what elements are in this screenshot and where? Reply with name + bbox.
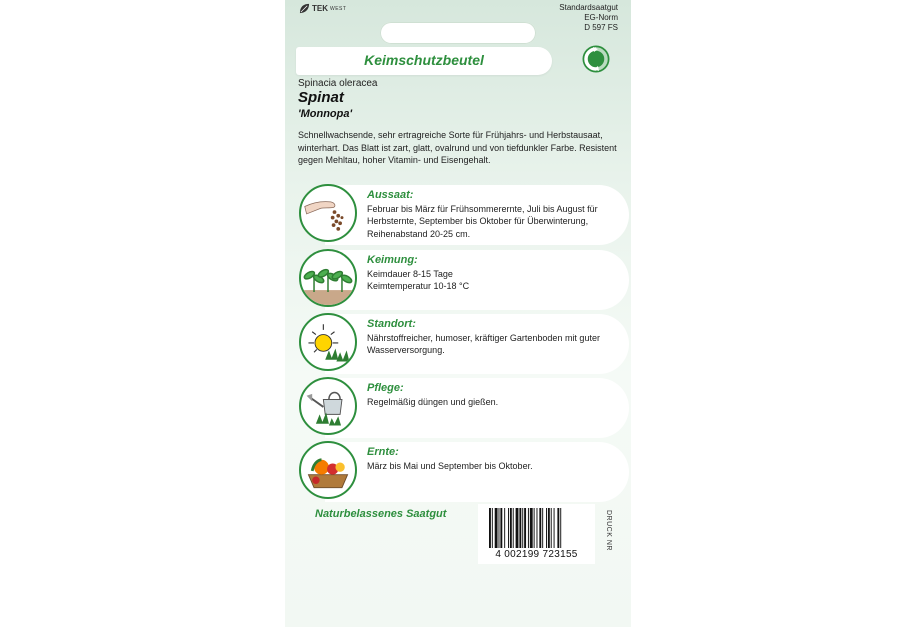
packet-window (380, 22, 536, 44)
section-title: Pflege: (367, 382, 404, 394)
section-standort (299, 313, 621, 375)
product-name: Spinat (298, 89, 344, 106)
standard-line: EG-Norm (584, 13, 618, 22)
section-aussaat (299, 184, 621, 246)
banner-text: Keimschutzbeutel (364, 52, 484, 68)
section-title: Aussaat: (367, 189, 414, 201)
section-title: Keimung: (367, 254, 418, 266)
latin-name: Spinacia oleracea (298, 78, 378, 89)
sun-plants-icon (299, 313, 357, 371)
standard-line: Standardsaatgut (559, 3, 618, 12)
section-title: Standort: (367, 318, 416, 330)
seed-packet-back (285, 0, 631, 627)
footer-slogan: Naturbelassenes Saatgut (315, 508, 447, 520)
harvest-basket-icon (299, 441, 357, 499)
variety-name: 'Monnopa' (298, 108, 353, 120)
watering-can-icon (299, 377, 357, 435)
section-text: Februar bis März für Frühsommerernte, Juli bis August für Herbsternte, September bis Oktober für Überwinterung, Reihenabstand 20-25 cm. (367, 204, 598, 239)
barcode-icon (488, 508, 588, 548)
product-description: Schnellwachsende, sehr ertragreiche Sorte für Frühjahrs- und Herbstausaat, winterhart. Das Blatt ist zart, glatt, ovalrund und von tiefdunkler Farbe. Resistent gegen Mehltau, hoher Vitamin- und Eisengehalt. (298, 130, 617, 166)
banner (296, 47, 552, 75)
section-ernte (299, 441, 621, 503)
leaf-logo-icon (299, 3, 310, 14)
standard-info (559, 3, 618, 33)
section-text: Regelmäßig düngen und gießen. (367, 397, 499, 407)
section-title: Ernte: (367, 446, 399, 458)
brand-suffix: WEST (330, 5, 347, 12)
print-note: DRUCK NR (605, 510, 612, 551)
section-text: Keimdauer 8-15 Tage Keimtemperatur 10-18 °C (367, 269, 470, 292)
section-pflege (299, 377, 621, 439)
sowing-hand-icon (299, 184, 357, 242)
section-keimung (299, 249, 621, 311)
green-dot-recycle-icon (582, 45, 610, 73)
brand-logo (299, 3, 346, 14)
barcode-number: 4 002199 723155 (495, 549, 578, 560)
barcode-area (478, 504, 595, 564)
brand-name: TEK (312, 4, 328, 13)
section-text: März bis Mai und September bis Oktober. (367, 461, 533, 471)
section-text: Nährstoffreicher, humoser, kräftiger Gartenboden mit guter Wasserversorgung. (367, 333, 600, 356)
standard-line: D 597 FS (584, 23, 618, 32)
seedlings-icon (299, 249, 357, 307)
